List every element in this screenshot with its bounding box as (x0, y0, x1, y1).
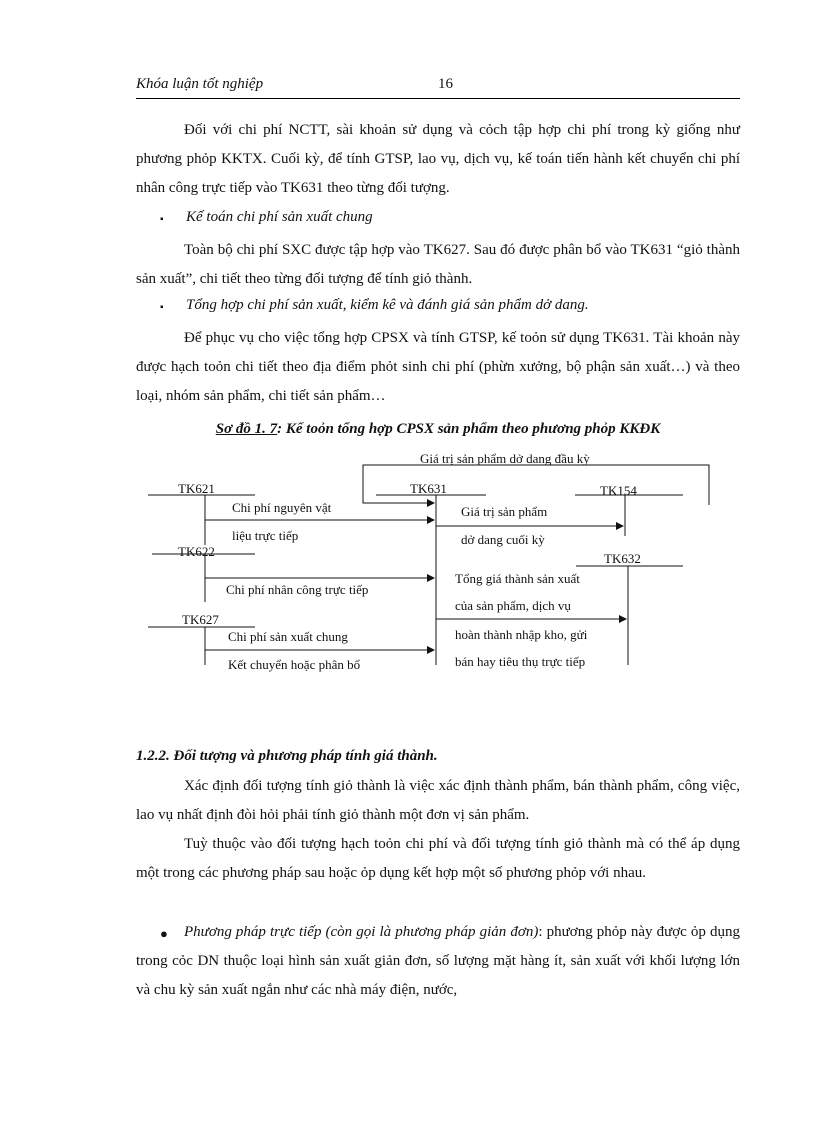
closing-wip-label-2: dở dang cuối kỳ (461, 532, 545, 547)
direct-material-label-1: Chi phí nguyên vật (232, 500, 332, 515)
bullet-square-icon: ▪ (160, 302, 164, 313)
direct-method-description: : phương phỏp này được ỏp dụng trong cỏc DN thuộc loại hình sản xuất giản đơn, số lượng mặt hàng ít, sản xuất với khối lượng lớn và chu kỳ sản xuất ngắn như các nhà máy điện, nước, (136, 924, 741, 998)
finished-label-4: bán hay tiêu thụ trực tiếp (455, 654, 586, 669)
paragraph-ncct: Đối với chi phí NCTT, sài khoản sử dụng và cỏch tập hợp chi phí trong kỳ giống như phương phỏp KKTX. Cuối kỳ, để tính GTSP, lao vụ, dịch vụ, kế toán tiến hành kết chuyển chi phí nhân công trực tiếp vào TK631 theo từng đối tượng. (136, 122, 740, 196)
tk621-label: TK621 (178, 481, 215, 496)
bullet-heading-summary: Tổng hợp chi phí sản xuất, kiểm kê và đánh giá sản phẩm dở dang. (186, 297, 589, 313)
finished-label-2: của sản phẩm, dịch vụ (455, 598, 571, 613)
bullet-dot-icon: ● (160, 926, 168, 941)
paragraph-direct-method (136, 918, 740, 1005)
opening-wip-label: Giá trị sản phẩm dở dang đầu kỳ (420, 451, 590, 466)
direct-labor-label: Chi phí nhân công trực tiếp (226, 582, 369, 597)
tk632-label: TK632 (604, 551, 641, 566)
diagram-title-rest: : Kế toỏn tổng hợp CPSX sản phẩm theo phương phỏp KKĐK (277, 421, 661, 437)
paragraph-methods: Tuỳ thuộc vào đối tượng hạch toỏn chi phí và đối tượng tính giỏ thành mà có thể áp dụng một trong các phương pháp sau hoặc ỏp dụng kết hợp một số phương phỏp với nhau. (136, 836, 740, 881)
direct-method-term: Phương pháp trực tiếp (còn gọi là phương pháp giản đơn) (184, 924, 539, 940)
paragraph-sxc: Toàn bộ chi phí SXC được tập hợp vào TK627. Sau đó được phân bổ vào TK631 “giỏ thành sản xuất”, chi tiết theo từng đối tượng để tính giỏ thành. (136, 242, 740, 287)
allocation-label: Kết chuyển hoặc phân bổ (228, 657, 361, 672)
diagram-title-prefix: Sơ đồ 1. 7 (215, 421, 278, 437)
paragraph-cost-object: Xác định đối tượng tính giỏ thành là việc xác định thành phẩm, bán thành phẩm, công việc, lao vụ nhất định đòi hỏi phải tính giỏ thành một đơn vị sản phẩm. (136, 778, 740, 823)
bullet-heading-sxc: Kế toán chi phí sản xuất chung (186, 209, 373, 225)
overhead-label: Chi phí sản xuất chung (228, 629, 348, 644)
section-heading (136, 748, 438, 765)
tk631-label: TK631 (410, 481, 447, 496)
closing-wip-label-1: Giá trị sản phẩm (461, 504, 548, 519)
finished-label-1: Tổng giá thành sản xuất (455, 571, 580, 586)
section-number: 1.2.2. (136, 748, 170, 764)
header-title: Khóa luận tốt nghiệp (136, 76, 264, 92)
section-title-text: Đối tượng và phương pháp tính giá thành. (173, 748, 438, 764)
tk627-label: TK627 (182, 612, 219, 627)
direct-material-label-2: liệu trực tiếp (232, 528, 299, 543)
bullet-square-icon: ▪ (160, 214, 164, 225)
tk622-label: TK622 (178, 544, 215, 559)
finished-label-3: hoàn thành nhập kho, gửi (455, 627, 588, 642)
paragraph-tk631: Để phục vụ cho việc tổng hợp CPSX và tính GTSP, kế toỏn sử dụng TK631. Tài khoản này được hạch toỏn chi tiết theo địa điểm phỏt sinh chi phí (phừn xưởng, bộ phận sản xuất…) và theo loại, nhóm sản phẩm, chi tiết sản phẩm… (136, 330, 740, 404)
page-number: 16 (438, 76, 453, 92)
tk154-label: TK154 (600, 483, 637, 498)
